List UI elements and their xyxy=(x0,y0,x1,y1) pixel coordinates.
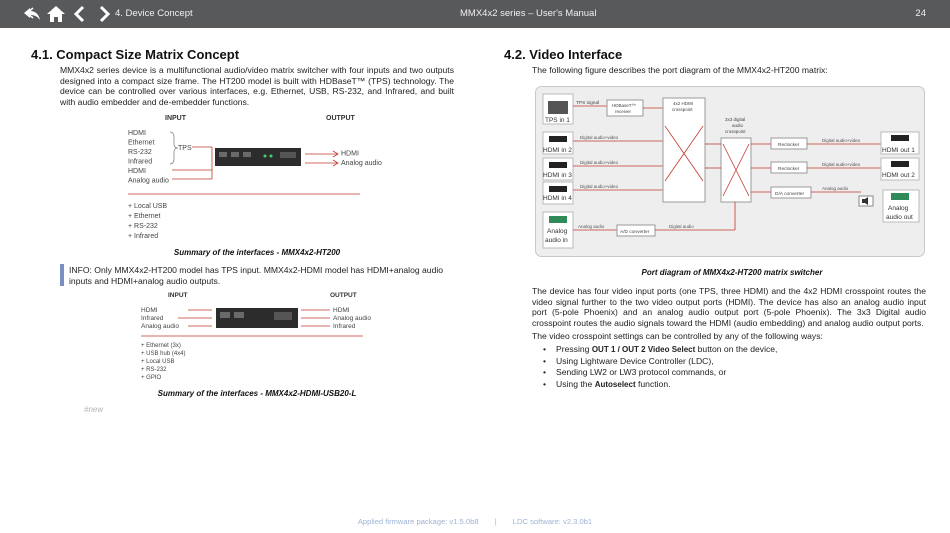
input-item: Infrared xyxy=(141,315,164,322)
device-image xyxy=(280,152,296,158)
input-label: INPUT xyxy=(165,115,186,122)
port-label: audio in xyxy=(545,237,568,244)
da-converter-label: D/A converter xyxy=(775,192,805,197)
signal-label: Analog audio xyxy=(822,186,849,191)
info-box xyxy=(60,264,456,286)
control-methods-list xyxy=(543,344,777,390)
nav-icons xyxy=(22,4,114,24)
port-label: HDMI in 2 xyxy=(543,147,572,154)
port-diagram-intro: The following figure describes the port diagram of the MMX4x2-HT200 matrix: xyxy=(532,65,828,75)
video-description-paragraph: The device has four video input ports (one TPS, three HDMI) and the 4x2 HDMI crosspoint routes the video signal further to the two video output ports (HDMI). The device has also an analog audio input port (5-pole Phoenix) and an analog audio output port (5-pole Phoenix). The 3x3 Digital audio crosspoint routes the audio signals toward the HDMI (audio embedding) and analog audio output ports. xyxy=(532,286,926,328)
list-item: • Pressing OUT 1 / OUT 2 Video Select button on the device, xyxy=(543,344,777,356)
output-label: OUTPUT xyxy=(326,115,355,122)
signal-label: Digital audio+video xyxy=(822,162,861,167)
port-label: HDMI in 3 xyxy=(543,172,572,179)
hdmi-icon xyxy=(549,162,567,168)
interfaces-diagram-usb20 xyxy=(138,288,371,383)
list-item: • Using the Autoselect function. xyxy=(543,379,777,391)
chapter-title: 4. Device Concept xyxy=(115,8,193,19)
device-image xyxy=(219,152,227,157)
footer xyxy=(0,517,950,526)
device-image xyxy=(264,155,267,158)
receiver-label: receiver xyxy=(615,109,632,114)
hdmi-icon xyxy=(549,186,567,192)
extra-item: + GPIO xyxy=(141,375,162,381)
extra-item: + Ethernet xyxy=(128,213,161,220)
tps-signal-label: TPS signal xyxy=(576,101,600,106)
section-heading-compact: 4.1. Compact Size Matrix Concept xyxy=(31,47,240,62)
reclocker-label: Reclocker xyxy=(778,167,800,172)
crosspoint-label: 3x3 digital xyxy=(725,117,746,122)
signal-label: Digital audio+video xyxy=(580,160,619,165)
extra-item: + USB hub (4x4) xyxy=(141,351,186,357)
intro-paragraph: MMX4x2 series device is a multifunctional audio/video matrix switcher with four inputs and two outputs designed into a compact size frame. The HT200 model is built with HDBaseT™ (TPS) technology. The device can be controlled over various interfaces, e.g. Ethernet, USB, RS-232, and Infrared, and built with audio embedder and de-embedder functions. xyxy=(60,65,454,107)
port-label: Analog xyxy=(888,205,909,212)
device-image xyxy=(220,312,230,318)
caption-ht200: Summary of the interfaces - MMX4x2-HT200 xyxy=(173,248,341,257)
device-image xyxy=(274,312,292,320)
hdmi-icon xyxy=(891,161,909,167)
extra-item: + Local USB xyxy=(128,203,168,210)
footer-separator: | xyxy=(494,517,497,526)
list-item: • Sending LW2 or LW3 protocol commands, or xyxy=(543,367,777,379)
input-item: RS-232 xyxy=(128,149,152,156)
crosspoint-label: crosspoint xyxy=(725,129,746,134)
software-version: LDC software: v2.3.0b1 xyxy=(512,517,593,526)
crosspoint-label: 4x2 HDMI xyxy=(673,101,694,106)
input-item: Analog audio xyxy=(141,323,179,330)
tps-label: TPS xyxy=(178,145,192,152)
rj45-icon xyxy=(548,101,568,114)
input-item: HDMI xyxy=(128,168,146,175)
info-text: INFO: Only MMX4x2-HT200 model has TPS input. MMX4x2-HDMI model has HDMI+analog audio inputs and HDMI+analog audio outputs. xyxy=(69,265,444,286)
signal-label: Digital audio+video xyxy=(580,184,619,189)
device-image xyxy=(243,152,251,157)
input-item: HDMI xyxy=(141,307,158,314)
extra-item: + Local USB xyxy=(141,359,175,365)
chevron-right-icon[interactable] xyxy=(94,4,114,24)
input-item: Ethernet xyxy=(128,139,155,147)
receiver-label: HDBaseT™ xyxy=(612,103,637,108)
crosspoint-label: crosspoint xyxy=(672,107,693,112)
page-number: 24 xyxy=(915,8,926,19)
crosspoint-label: audio xyxy=(732,123,744,128)
list-item: • Using Lightware Device Controller (LDC), xyxy=(543,356,777,368)
signal-label: Digital audio+video xyxy=(580,135,619,140)
output-item: Analog audio xyxy=(341,160,382,167)
extra-item: + RS-232 xyxy=(141,367,167,373)
port-diagram xyxy=(535,86,925,258)
crosspoint-4x2 xyxy=(663,98,705,202)
device-image xyxy=(270,155,273,158)
info-bar xyxy=(60,264,64,286)
home-icon[interactable] xyxy=(46,4,66,24)
interfaces-diagram-ht200 xyxy=(120,110,382,245)
device-image xyxy=(234,312,244,318)
port-label: Analog xyxy=(547,228,568,235)
port-label: audio out xyxy=(886,214,913,221)
output-item: HDMI xyxy=(341,150,359,158)
hdmi-icon xyxy=(891,135,909,141)
control-intro-paragraph: The video crosspoint settings can be controlled by any of the following ways: xyxy=(532,331,823,341)
extra-item: + Infrared xyxy=(128,233,159,240)
ad-converter-label: A/D converter xyxy=(620,230,650,235)
output-label: OUTPUT xyxy=(330,292,357,299)
chevron-left-icon[interactable] xyxy=(70,4,90,24)
reclocker-label: Reclocker xyxy=(778,143,800,148)
document-title: MMX4x2 series – User's Manual xyxy=(460,8,597,19)
phoenix-connector-icon xyxy=(549,216,567,223)
caption-port-diagram: Port diagram of MMX4x2-HT200 matrix switcher xyxy=(641,268,823,277)
phoenix-connector-icon xyxy=(891,193,909,200)
port-label: HDMI in 4 xyxy=(543,195,572,202)
output-item: Analog audio xyxy=(333,315,371,322)
signal-label: Digital audio+video xyxy=(822,138,861,143)
new-tag: #new xyxy=(84,405,104,414)
port-label: TPS in 1 xyxy=(545,117,570,124)
extra-item: + RS-232 xyxy=(128,223,158,230)
input-item: Infrared xyxy=(128,158,153,166)
firmware-version: Applied firmware package: v1.5.0b8 xyxy=(357,517,479,526)
input-item: Analog audio xyxy=(128,177,169,185)
section-heading-video: 4.2. Video Interface xyxy=(504,47,623,62)
port-label: HDMI out 1 xyxy=(882,147,915,154)
header-bar xyxy=(0,0,950,28)
back-icon[interactable] xyxy=(22,4,42,24)
signal-label: Digital audio xyxy=(669,224,694,229)
caption-usb20: Summary of the interfaces - MMX4x2-HDMI-USB20-L xyxy=(157,389,357,398)
output-item: HDMI xyxy=(333,307,350,314)
extra-item: + Ethernet (3x) xyxy=(141,343,181,349)
port-label: HDMI out 2 xyxy=(882,172,915,179)
output-item: Infrared xyxy=(333,323,356,330)
signal-label: Analog audio xyxy=(578,224,605,229)
bracket xyxy=(170,132,178,164)
hdmi-icon xyxy=(549,136,567,142)
input-item: HDMI xyxy=(128,130,146,137)
input-label: INPUT xyxy=(168,292,188,299)
device-image xyxy=(231,152,239,157)
